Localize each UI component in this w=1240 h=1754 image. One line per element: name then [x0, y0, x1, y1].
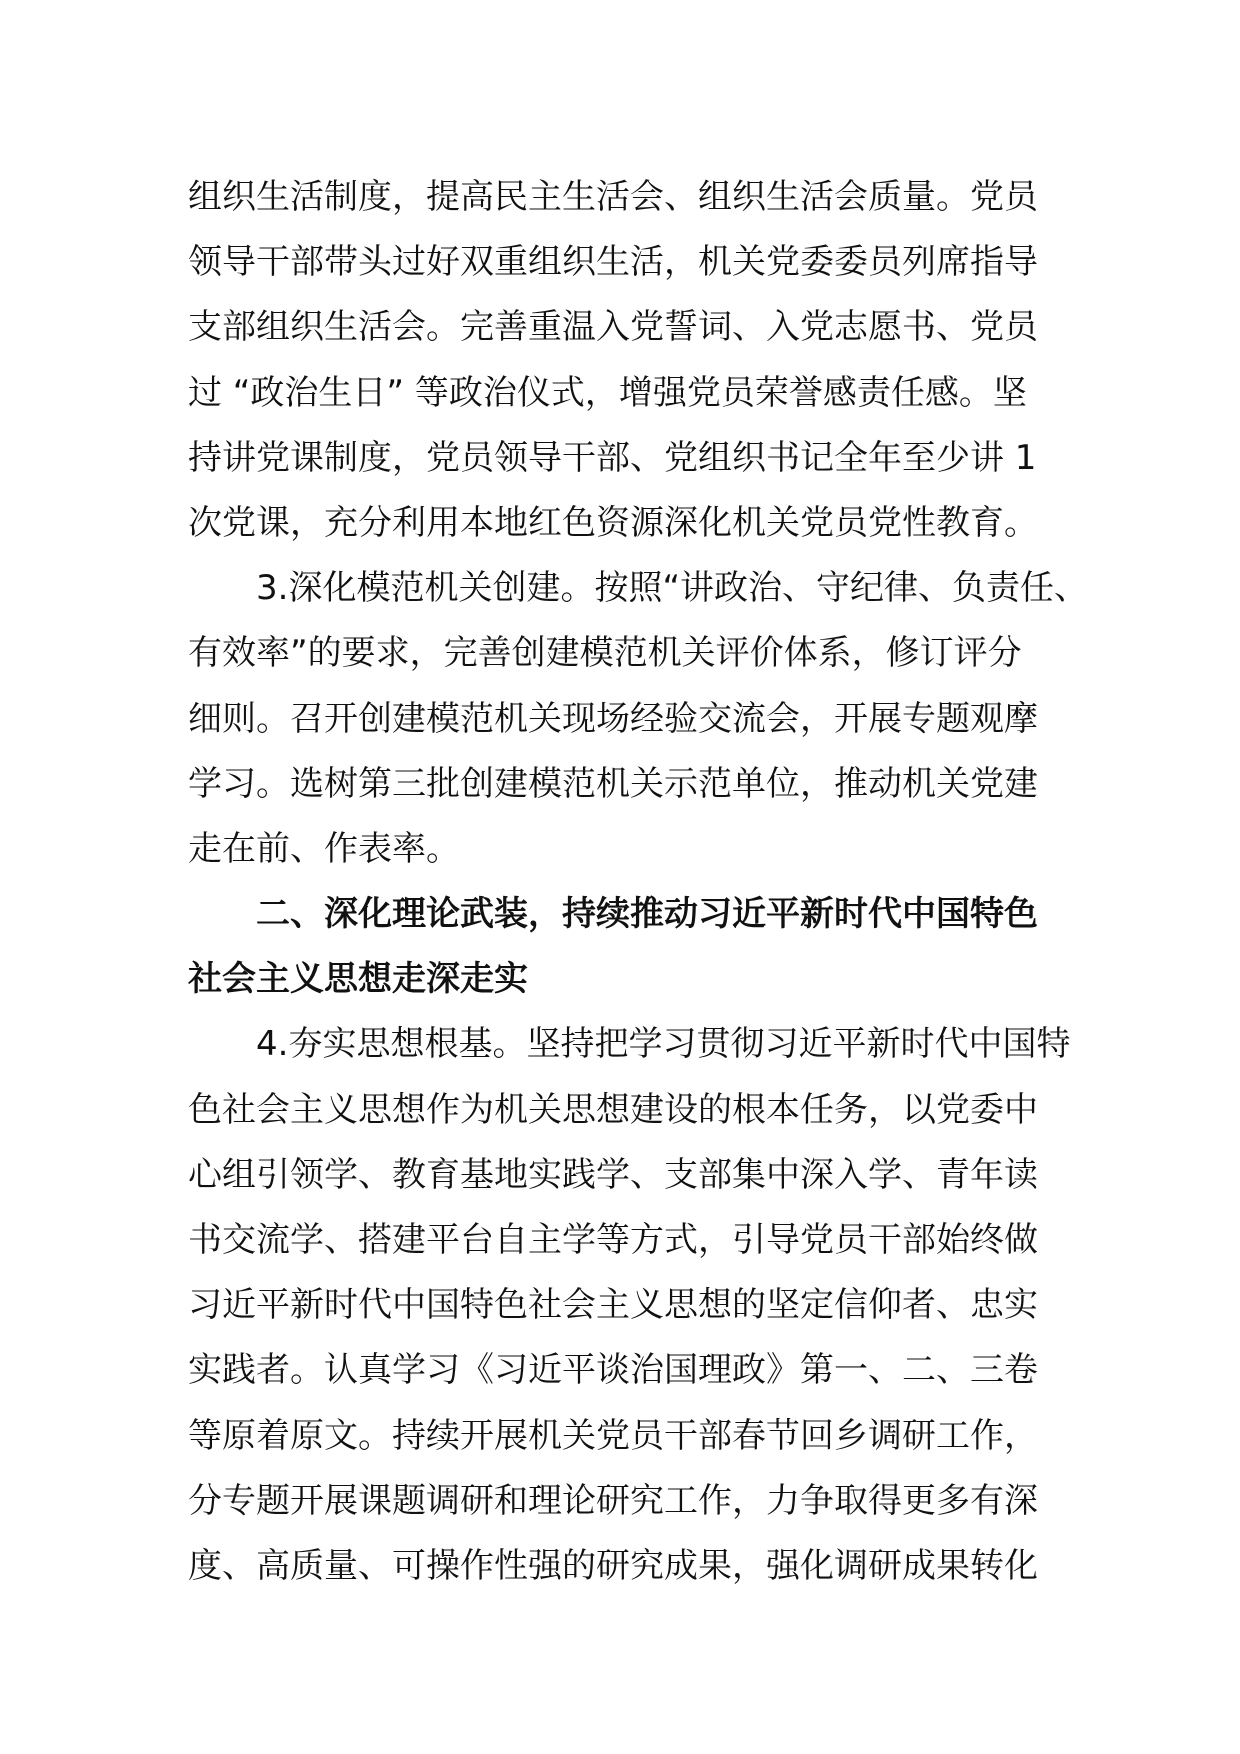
text-line: 等原着原文。持续开展机关党员干部春节回乡调研工作， [188, 1415, 1038, 1456]
text-line: 书交流学、搭建平台自主学等方式，引导党员干部始终做 [188, 1220, 1038, 1260]
text-line: 色社会主义思想作为机关思想建设的根本任务，以党委中 [188, 1089, 1038, 1130]
section-heading-line: 社会主义思想走深走实 [188, 959, 528, 1000]
text-line: 组织生活制度，提高民主生活会、组织生活会质量。党员 [188, 177, 1038, 217]
text-line: 度、高质量、可操作性强的研究成果，强化调研成果转化 [188, 1545, 1038, 1586]
text-line: 过 “政治生日” 等政治仪式，增强党员荣誉感责任感。坚 [188, 372, 1027, 413]
paragraph-start-line: 4.夯实思想根基。坚持把学习贯彻习近平新时代中国特 [256, 1024, 1071, 1065]
text-line: 实践者。认真学习《习近平谈治国理政》第一、二、三卷 [188, 1350, 1038, 1391]
section-heading-line: 二、深化理论武装，持续推动习近平新时代中国特色 [256, 894, 1038, 935]
paragraph-start-line: 3.深化模范机关创建。按照“讲政治、守纪律、负责任、 [256, 568, 1089, 609]
text-line: 次党课，充分利用本地红色资源深化机关党员党性教育。 [188, 502, 1038, 543]
text-line: 支部组织生活会。完善重温入党誓词、入党志愿书、党员 [188, 307, 1038, 348]
text-line: 心组引领学、教育基地实践学、支部集中深入学、青年读 [188, 1154, 1038, 1195]
document-body [188, 165, 1089, 1599]
text-line: 细则。召开创建模范机关现场经验交流会，开展专题观摩 [188, 698, 1038, 739]
text-line: 领导干部带头过好双重组织生活，机关党委委员列席指导 [188, 242, 1038, 283]
text-line: 分专题开展课题调研和理论研究工作，力争取得更多有深 [188, 1480, 1038, 1521]
text-line: 有效率”的要求，完善创建模范机关评价体系，修订评分 [188, 633, 1022, 674]
text-line: 持讲党课制度，党员领导干部、党组织书记全年至少讲 1 [188, 437, 1037, 478]
text-line: 学习。选树第三批创建模范机关示范单位，推动机关党建 [188, 763, 1038, 804]
text-line: 习近平新时代中国特色社会主义思想的坚定信仰者、忠实 [188, 1285, 1038, 1326]
text-line: 走在前、作表率。 [188, 828, 460, 869]
